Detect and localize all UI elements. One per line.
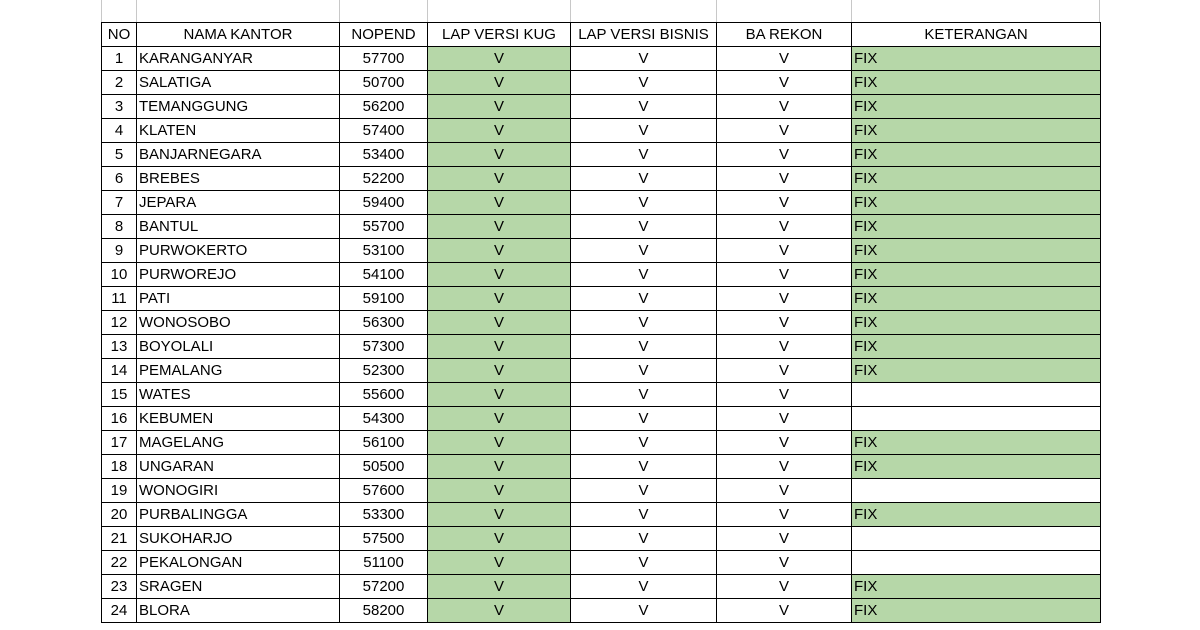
cell-no[interactable]: 24 xyxy=(102,599,137,623)
cell-keterangan[interactable]: FIX xyxy=(852,239,1101,263)
cell-no[interactable]: 15 xyxy=(102,383,137,407)
cell-no[interactable]: 8 xyxy=(102,215,137,239)
cell-nama-kantor[interactable]: BANJARNEGARA xyxy=(137,143,340,167)
cell-lap-versi-kug[interactable]: V xyxy=(428,191,571,215)
cell-nopend[interactable]: 51100 xyxy=(340,551,428,575)
cell-nama-kantor[interactable]: PEKALONGAN xyxy=(137,551,340,575)
cell-lap-versi-kug[interactable]: V xyxy=(428,335,571,359)
cell-lap-versi-bisnis[interactable]: V xyxy=(571,599,717,623)
cell-lap-versi-kug[interactable]: V xyxy=(428,479,571,503)
cell-nopend[interactable]: 56200 xyxy=(340,95,428,119)
cell-lap-versi-bisnis[interactable]: V xyxy=(571,239,717,263)
cell-nopend[interactable]: 53400 xyxy=(340,143,428,167)
cell-no[interactable]: 20 xyxy=(102,503,137,527)
cell-no[interactable]: 14 xyxy=(102,359,137,383)
table-row xyxy=(102,599,1101,623)
cell-nama-kantor[interactable]: BANTUL xyxy=(137,215,340,239)
cell-nama-kantor[interactable]: SRAGEN xyxy=(137,575,340,599)
header-nama-kantor[interactable]: NAMA KANTOR xyxy=(137,23,340,47)
cell-nama-kantor[interactable]: KEBUMEN xyxy=(137,407,340,431)
cell-ba-rekon[interactable]: V xyxy=(717,119,852,143)
cell-lap-versi-bisnis[interactable]: V xyxy=(571,383,717,407)
cell-nama-kantor[interactable]: PURBALINGGA xyxy=(137,503,340,527)
cell-keterangan[interactable] xyxy=(852,407,1101,431)
cell-ba-rekon[interactable]: V xyxy=(717,335,852,359)
table-row xyxy=(102,167,1101,191)
cell-no[interactable]: 22 xyxy=(102,551,137,575)
cell-lap-versi-bisnis[interactable]: V xyxy=(571,263,717,287)
cell-nopend[interactable]: 53100 xyxy=(340,239,428,263)
table-row xyxy=(102,95,1101,119)
cell-nopend[interactable]: 57200 xyxy=(340,575,428,599)
cell-nama-kantor[interactable]: BOYOLALI xyxy=(137,335,340,359)
header-nopend[interactable]: NOPEND xyxy=(340,23,428,47)
table-row xyxy=(102,407,1101,431)
cell-lap-versi-kug[interactable]: V xyxy=(428,599,571,623)
cell-lap-versi-bisnis[interactable]: V xyxy=(571,71,717,95)
cell-ba-rekon[interactable]: V xyxy=(717,167,852,191)
cell-nama-kantor[interactable]: TEMANGGUNG xyxy=(137,95,340,119)
cell-ba-rekon[interactable]: V xyxy=(717,455,852,479)
cell-no[interactable]: 16 xyxy=(102,407,137,431)
cell-lap-versi-kug[interactable]: V xyxy=(428,383,571,407)
cell-keterangan[interactable]: FIX xyxy=(852,503,1101,527)
cell-lap-versi-kug[interactable]: V xyxy=(428,575,571,599)
header-lap-versi-bisnis[interactable]: LAP VERSI BISNIS xyxy=(571,23,717,47)
header-row xyxy=(102,23,1101,47)
cell-lap-versi-kug[interactable]: V xyxy=(428,551,571,575)
table-row xyxy=(102,191,1101,215)
cell-lap-versi-bisnis[interactable]: V xyxy=(571,191,717,215)
cell-nama-kantor[interactable]: BREBES xyxy=(137,167,340,191)
cell-lap-versi-kug[interactable]: V xyxy=(428,71,571,95)
cell-lap-versi-kug[interactable]: V xyxy=(428,431,571,455)
cell-nama-kantor[interactable]: PURWOREJO xyxy=(137,263,340,287)
cell-nama-kantor[interactable]: WONOGIRI xyxy=(137,479,340,503)
cell-nopend[interactable]: 50700 xyxy=(340,71,428,95)
cell-nama-kantor[interactable]: SUKOHARJO xyxy=(137,527,340,551)
cell-ba-rekon[interactable]: V xyxy=(717,527,852,551)
cell-keterangan[interactable]: FIX xyxy=(852,335,1101,359)
cell-lap-versi-bisnis[interactable]: V xyxy=(571,143,717,167)
cell-no[interactable]: 13 xyxy=(102,335,137,359)
cell-ba-rekon[interactable]: V xyxy=(717,191,852,215)
cell-lap-versi-kug[interactable]: V xyxy=(428,95,571,119)
table-row xyxy=(102,47,1101,71)
table-row xyxy=(102,335,1101,359)
cell-ba-rekon[interactable]: V xyxy=(717,143,852,167)
cell-nopend[interactable]: 53300 xyxy=(340,503,428,527)
cell-nopend[interactable]: 57600 xyxy=(340,479,428,503)
cell-lap-versi-kug[interactable]: V xyxy=(428,143,571,167)
table-row xyxy=(102,239,1101,263)
cell-ba-rekon[interactable]: V xyxy=(717,599,852,623)
cell-lap-versi-kug[interactable]: V xyxy=(428,167,571,191)
cell-ba-rekon[interactable]: V xyxy=(717,479,852,503)
cell-lap-versi-bisnis[interactable]: V xyxy=(571,551,717,575)
cell-keterangan[interactable]: FIX xyxy=(852,119,1101,143)
cell-no[interactable]: 3 xyxy=(102,95,137,119)
table-row xyxy=(102,359,1101,383)
table-row xyxy=(102,479,1101,503)
cell-keterangan[interactable]: FIX xyxy=(852,191,1101,215)
table-row xyxy=(102,71,1101,95)
cell-keterangan[interactable]: FIX xyxy=(852,143,1101,167)
cell-keterangan[interactable]: FIX xyxy=(852,599,1101,623)
cell-lap-versi-bisnis[interactable]: V xyxy=(571,527,717,551)
table-row xyxy=(102,383,1101,407)
cell-nama-kantor[interactable]: UNGARAN xyxy=(137,455,340,479)
table-row xyxy=(102,311,1101,335)
cell-ba-rekon[interactable]: V xyxy=(717,71,852,95)
cell-no[interactable]: 5 xyxy=(102,143,137,167)
cell-nama-kantor[interactable]: SALATIGA xyxy=(137,71,340,95)
table-row xyxy=(102,527,1101,551)
cell-lap-versi-kug[interactable]: V xyxy=(428,359,571,383)
cell-nama-kantor[interactable]: KARANGANYAR xyxy=(137,47,340,71)
cell-nama-kantor[interactable]: JEPARA xyxy=(137,191,340,215)
cell-nama-kantor[interactable]: WATES xyxy=(137,383,340,407)
header-ba-rekon[interactable]: BA REKON xyxy=(717,23,852,47)
cell-nama-kantor[interactable]: PURWOKERTO xyxy=(137,239,340,263)
cell-lap-versi-bisnis[interactable]: V xyxy=(571,119,717,143)
cell-keterangan[interactable]: FIX xyxy=(852,359,1101,383)
header-lap-versi-kug[interactable]: LAP VERSI KUG xyxy=(428,23,571,47)
cell-lap-versi-bisnis[interactable]: V xyxy=(571,95,717,119)
cell-ba-rekon[interactable]: V xyxy=(717,383,852,407)
cell-lap-versi-kug[interactable]: V xyxy=(428,119,571,143)
table-row xyxy=(102,263,1101,287)
cell-lap-versi-bisnis[interactable]: V xyxy=(571,431,717,455)
cell-nopend[interactable]: 59100 xyxy=(340,287,428,311)
cell-lap-versi-kug[interactable]: V xyxy=(428,503,571,527)
table-row xyxy=(102,455,1101,479)
cell-keterangan[interactable]: FIX xyxy=(852,455,1101,479)
data-table xyxy=(101,22,1101,623)
table-row xyxy=(102,575,1101,599)
cell-lap-versi-kug[interactable]: V xyxy=(428,311,571,335)
cell-nama-kantor[interactable]: KLATEN xyxy=(137,119,340,143)
cell-no[interactable]: 2 xyxy=(102,71,137,95)
cell-lap-versi-bisnis[interactable]: V xyxy=(571,455,717,479)
cell-ba-rekon[interactable]: V xyxy=(717,215,852,239)
cell-no[interactable]: 17 xyxy=(102,431,137,455)
table-row xyxy=(102,551,1101,575)
cell-nopend[interactable]: 54300 xyxy=(340,407,428,431)
cell-no[interactable]: 18 xyxy=(102,455,137,479)
cell-nopend[interactable]: 56100 xyxy=(340,431,428,455)
cell-no[interactable]: 12 xyxy=(102,311,137,335)
cell-ba-rekon[interactable]: V xyxy=(717,47,852,71)
header-no[interactable]: NO xyxy=(102,23,137,47)
cell-lap-versi-kug[interactable]: V xyxy=(428,527,571,551)
cell-nopend[interactable]: 55700 xyxy=(340,215,428,239)
table-row xyxy=(102,503,1101,527)
cell-keterangan[interactable]: FIX xyxy=(852,287,1101,311)
cell-keterangan[interactable]: FIX xyxy=(852,215,1101,239)
cell-ba-rekon[interactable]: V xyxy=(717,311,852,335)
cell-lap-versi-bisnis[interactable]: V xyxy=(571,311,717,335)
cell-no[interactable]: 11 xyxy=(102,287,137,311)
cell-keterangan[interactable]: FIX xyxy=(852,575,1101,599)
cell-lap-versi-bisnis[interactable]: V xyxy=(571,575,717,599)
cell-nopend[interactable]: 55600 xyxy=(340,383,428,407)
cell-keterangan[interactable]: FIX xyxy=(852,95,1101,119)
cell-ba-rekon[interactable]: V xyxy=(717,359,852,383)
cell-lap-versi-kug[interactable]: V xyxy=(428,407,571,431)
cell-lap-versi-bisnis[interactable]: V xyxy=(571,167,717,191)
cell-no[interactable]: 19 xyxy=(102,479,137,503)
cell-no[interactable]: 21 xyxy=(102,527,137,551)
cell-ba-rekon[interactable]: V xyxy=(717,239,852,263)
cell-lap-versi-bisnis[interactable]: V xyxy=(571,359,717,383)
cell-lap-versi-kug[interactable]: V xyxy=(428,263,571,287)
cell-lap-versi-bisnis[interactable]: V xyxy=(571,215,717,239)
cell-keterangan[interactable]: FIX xyxy=(852,47,1101,71)
cell-lap-versi-bisnis[interactable]: V xyxy=(571,407,717,431)
cell-no[interactable]: 10 xyxy=(102,263,137,287)
cell-nopend[interactable]: 56300 xyxy=(340,311,428,335)
cell-keterangan[interactable]: FIX xyxy=(852,311,1101,335)
cell-nopend[interactable]: 57400 xyxy=(340,119,428,143)
cell-nopend[interactable]: 58200 xyxy=(340,599,428,623)
cell-no[interactable]: 6 xyxy=(102,167,137,191)
cell-nopend[interactable]: 52300 xyxy=(340,359,428,383)
cell-nopend[interactable]: 50500 xyxy=(340,455,428,479)
cell-lap-versi-bisnis[interactable]: V xyxy=(571,287,717,311)
cell-keterangan[interactable]: FIX xyxy=(852,167,1101,191)
cell-keterangan[interactable] xyxy=(852,527,1101,551)
cell-keterangan[interactable] xyxy=(852,551,1101,575)
cell-keterangan[interactable]: FIX xyxy=(852,263,1101,287)
cell-keterangan[interactable]: FIX xyxy=(852,71,1101,95)
cell-lap-versi-kug[interactable]: V xyxy=(428,215,571,239)
cell-nopend[interactable]: 54100 xyxy=(340,263,428,287)
cell-ba-rekon[interactable]: V xyxy=(717,287,852,311)
cell-no[interactable]: 23 xyxy=(102,575,137,599)
cell-keterangan[interactable] xyxy=(852,383,1101,407)
cell-keterangan[interactable] xyxy=(852,479,1101,503)
cell-ba-rekon[interactable]: V xyxy=(717,575,852,599)
cell-ba-rekon[interactable]: V xyxy=(717,263,852,287)
cell-no[interactable]: 4 xyxy=(102,119,137,143)
cell-lap-versi-bisnis[interactable]: V xyxy=(571,479,717,503)
cell-nama-kantor[interactable]: PATI xyxy=(137,287,340,311)
cell-nama-kantor[interactable]: PEMALANG xyxy=(137,359,340,383)
cell-ba-rekon[interactable]: V xyxy=(717,407,852,431)
cell-nopend[interactable]: 52200 xyxy=(340,167,428,191)
cell-nopend[interactable]: 57700 xyxy=(340,47,428,71)
cell-ba-rekon[interactable]: V xyxy=(717,503,852,527)
cell-nopend[interactable]: 59400 xyxy=(340,191,428,215)
empty-grid-row xyxy=(101,0,1100,22)
cell-lap-versi-kug[interactable]: V xyxy=(428,239,571,263)
cell-lap-versi-kug[interactable]: V xyxy=(428,47,571,71)
cell-keterangan[interactable]: FIX xyxy=(852,431,1101,455)
cell-no[interactable]: 7 xyxy=(102,191,137,215)
cell-lap-versi-kug[interactable]: V xyxy=(428,287,571,311)
cell-lap-versi-bisnis[interactable]: V xyxy=(571,503,717,527)
table-row xyxy=(102,287,1101,311)
cell-nama-kantor[interactable]: WONOSOBO xyxy=(137,311,340,335)
header-keterangan[interactable]: KETERANGAN xyxy=(852,23,1101,47)
cell-ba-rekon[interactable]: V xyxy=(717,551,852,575)
spreadsheet xyxy=(101,0,1100,623)
cell-nama-kantor[interactable]: BLORA xyxy=(137,599,340,623)
cell-ba-rekon[interactable]: V xyxy=(717,431,852,455)
cell-no[interactable]: 1 xyxy=(102,47,137,71)
cell-nama-kantor[interactable]: MAGELANG xyxy=(137,431,340,455)
table-row xyxy=(102,215,1101,239)
cell-lap-versi-bisnis[interactable]: V xyxy=(571,47,717,71)
cell-ba-rekon[interactable]: V xyxy=(717,95,852,119)
table-row xyxy=(102,119,1101,143)
cell-no[interactable]: 9 xyxy=(102,239,137,263)
cell-lap-versi-kug[interactable]: V xyxy=(428,455,571,479)
table-row xyxy=(102,143,1101,167)
cell-lap-versi-bisnis[interactable]: V xyxy=(571,335,717,359)
table-row xyxy=(102,431,1101,455)
cell-nopend[interactable]: 57500 xyxy=(340,527,428,551)
cell-nopend[interactable]: 57300 xyxy=(340,335,428,359)
